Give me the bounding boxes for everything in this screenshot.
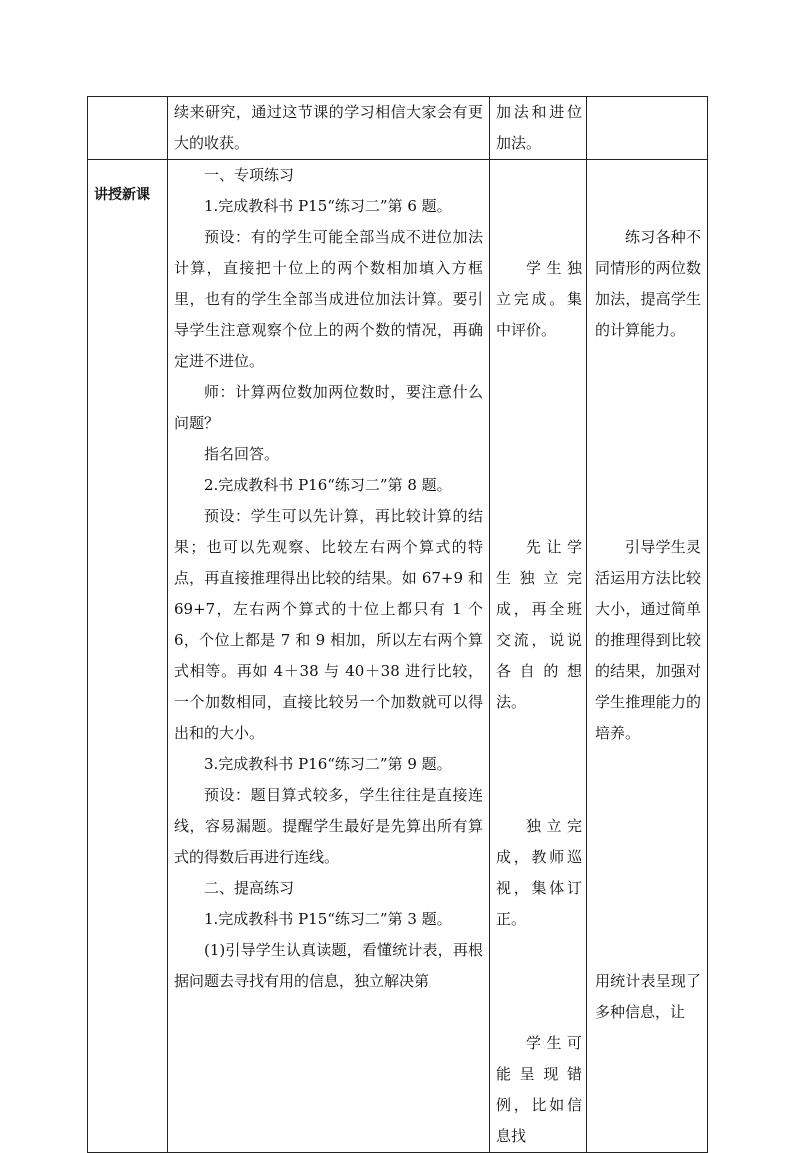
- student-note-1: 学生独立完成。集中评价。: [496, 259, 582, 339]
- student-activity-cell: [490, 97, 587, 160]
- section-label-cell: [88, 160, 168, 1153]
- purpose-note-3: 用统计表呈现了多种信息，让: [595, 972, 701, 1021]
- task-1: 1.完成教科书 P15“练习二”第 6 题。: [204, 197, 452, 215]
- paragraph-guide: (1)引导学生认真读题，看懂统计表，再根据问题去寻找有用的信息，独立解决第: [174, 941, 483, 990]
- heading-advanced-practice: 二、提高练习: [204, 879, 295, 897]
- table-row-continuation: [88, 97, 708, 160]
- design-purpose-cell: [587, 97, 708, 160]
- student-activity-cell: [490, 160, 587, 1153]
- task-advanced-1: 1.完成教科书 P15“练习二”第 3 题。: [204, 910, 452, 928]
- lesson-plan-table: [87, 96, 708, 1153]
- table-row-new-lesson: [88, 160, 708, 1153]
- paragraph-answer: 指名回答。: [204, 445, 280, 463]
- section-label: 讲授新课: [94, 187, 150, 203]
- task-2: 2.完成教科书 P16“练习二”第 8 题。: [204, 476, 452, 494]
- paragraph-teacher-question: 师：计算两位数加两位数时，要注意什么问题？: [174, 383, 483, 432]
- design-purpose-cell: [587, 160, 708, 1153]
- student-note-3: 独立完成，教师巡视，集体订正。: [496, 817, 582, 928]
- student-note-4: 学生可能呈现错例，比如信息找: [496, 1034, 582, 1145]
- paragraph-preset-3: 预设：题目算式较多，学生往往是直接连线，容易漏题。提醒学生最好是先算出所有算式的得数后再进行连线。: [174, 786, 483, 866]
- section-label-cell-empty: [88, 97, 168, 160]
- paragraph: 续来研究，通过这节课的学习相信大家会有更大的收获。: [174, 103, 483, 152]
- teacher-activity-cell: [168, 97, 490, 160]
- paragraph: 加法和进位加法。: [496, 103, 582, 152]
- heading-special-practice: 一、专项练习: [204, 166, 295, 184]
- paragraph-preset-1: 预设：有的学生可能全部当成不进位加法计算，直接把十位上的两个数相加填入方框里，也有的学生全部当成进位加法计算。要引导学生注意观察个位上的两个数的情况，再确定进不进位。: [174, 228, 483, 370]
- purpose-note-2: 引导学生灵活运用方法比较大小，通过简单的推理得到比较的结果，加强对学生推理能力的培养。: [595, 538, 701, 742]
- task-3: 3.完成教科书 P16“练习二”第 9 题。: [204, 755, 452, 773]
- paragraph-preset-2: 预设：学生可以先计算，再比较计算的结果；也可以先观察、比较左右两个算式的特点，再直接推理得出比较的结果。如 67+9 和 69+7，左右两个算式的十位上都只有 1 个 6，个位上都是 7 和 9 相加，所以左右两个算式相等。再如 4＋38 与 40＋38 进行比较，一个加数相同，直接比较另一个加数就可以得出和的大小。: [174, 507, 483, 742]
- purpose-note-1: 练习各种不同情形的两位数加法，提高学生的计算能力。: [595, 228, 701, 339]
- student-note-2: 先让学生独立完成，再全班交流，说说各自的想法。: [496, 538, 582, 711]
- teacher-activity-cell: [168, 160, 490, 1153]
